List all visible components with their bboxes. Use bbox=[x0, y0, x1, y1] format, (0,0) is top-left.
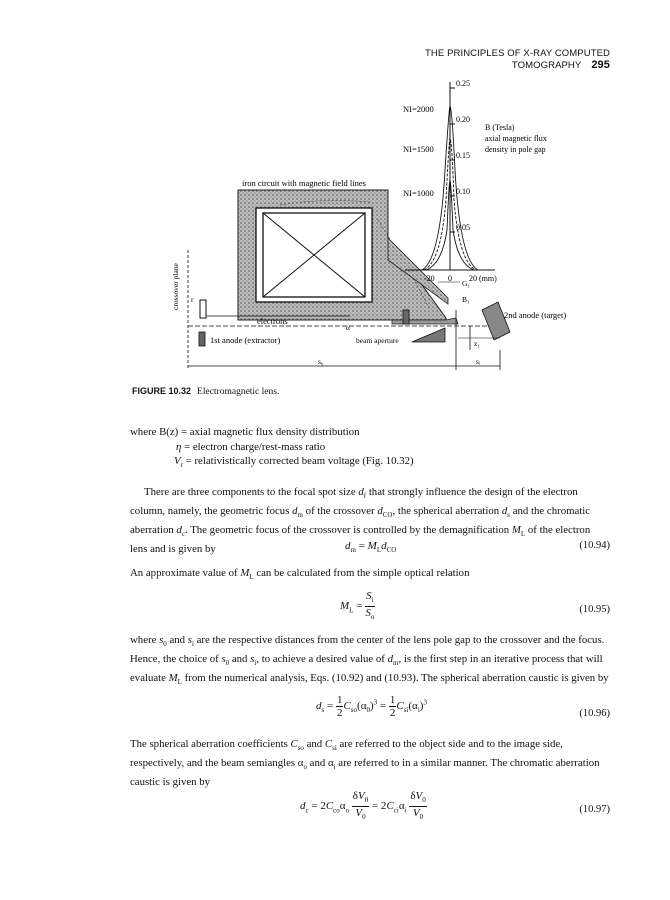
label-ni-2000: NI=2000 bbox=[403, 104, 434, 114]
tick-y-010: 0.10 bbox=[456, 187, 470, 196]
running-header bbox=[340, 48, 610, 71]
equation-10-96: $d_s$ = $\frac{1}{2}$ $C_{so}(\alpha_0)^3$ = $\frac{1}{2}$ $C_{si}(\alpha_i)^3$ bbox=[316, 694, 427, 719]
electromagnetic-lens-figure bbox=[160, 70, 610, 380]
paragraph-4: The spherical aberration coefficients $C_{so}$ and $C_{si}$ are referred to the object side and to the image side, respectively, and the beam semiangles $\alpha_o$ and $\alpha_i$ are referred to in a similar manner. The chromatic aberration caustic is given by bbox=[130, 738, 600, 789]
figure-caption bbox=[132, 386, 279, 397]
paragraph-3: where $s_0$ and $s_i$ are the respective distances from the center of the lens pole gap to the crossover and the focus. Hence, the choice of $s_0$ and $s_i$, to achieve a desired value of $d_m$, is the first step in an iterative process that will evaluate $M_L$ from the numerical analysis, Eqs. (10.92) and (10.93). The spherical aberration caustic is given by bbox=[130, 634, 609, 687]
equation-number-10-96: (10.96) bbox=[579, 708, 610, 719]
equation-number-10-97: (10.97) bbox=[579, 804, 610, 815]
label-s0: s₀ bbox=[318, 357, 324, 366]
label-ni-1500: NI=1500 bbox=[403, 144, 434, 154]
beam-aperture-block bbox=[403, 310, 409, 324]
label-iron-circuit: iron circuit with magnetic field lines bbox=[242, 178, 366, 188]
first-anode bbox=[199, 332, 205, 346]
lens-diagram bbox=[160, 70, 610, 380]
equation-10-97: $d_c = 2C_{co}\alpha_o$ $\frac{\delta V_0}{V_0}$ = $2C_{ci}\alpha_i$ $\frac{\delta V_0}{V_0}$ bbox=[300, 790, 426, 822]
label-electrons: electrons bbox=[257, 316, 288, 326]
label-b1: B₁ bbox=[462, 295, 470, 304]
label-crossover-plane: crossover plane bbox=[171, 263, 180, 310]
label-beam-aperture: beam aperture bbox=[356, 336, 399, 345]
label-axial-line2: density in pole gap bbox=[485, 145, 546, 154]
equation-10-94: $d_m = M_Ld_{CO}$ bbox=[345, 540, 397, 555]
paragraph-1: There are three components to the focal spot size $d_f$ that strongly influence the design of the electron column, namely, the geometric focus $d_m$ of the crossover $d_{CO}$, the spherical aberration $d_s$ and the chromatic aberration $d_c$. The geometric focus of the crossover is controlled by the demagnification $M_L$ of the electron lens and is given by bbox=[130, 486, 591, 556]
caption-text: Electromagnetic lens. bbox=[197, 387, 280, 397]
label-first-anode: 1st anode (extractor) bbox=[210, 335, 281, 345]
definition-eta: η = electron charge/rest-mass ratio bbox=[176, 441, 326, 453]
paragraph-2: An approximate value of $M_L$ can be calculated from the simple optical relation bbox=[130, 567, 470, 582]
cathode bbox=[200, 300, 206, 318]
label-ni-1000: NI=1000 bbox=[403, 188, 434, 198]
definition-b: where B(z) = axial magnetic flux density distribution bbox=[130, 426, 360, 438]
page-number: 295 bbox=[591, 59, 610, 71]
tick-x-20: 20 (mm) bbox=[469, 274, 497, 283]
equation-number-10-95: (10.95) bbox=[579, 604, 610, 615]
second-anode-target bbox=[482, 302, 510, 340]
tick-y-015: 0.15 bbox=[456, 151, 470, 160]
tick-x-0: 0 bbox=[448, 274, 452, 283]
running-title: THE PRINCIPLES OF X-RAY COMPUTED TOMOGRAPHY bbox=[425, 48, 610, 71]
tick-y-020: 0.20 bbox=[456, 115, 470, 124]
equation-10-95: $M_L$ = $\frac{S_i}{S_o}$ bbox=[340, 590, 375, 622]
label-second-anode: 2nd anode (target) bbox=[504, 310, 567, 320]
label-si: sᵢ bbox=[476, 357, 481, 366]
tick-y-005: 0.05 bbox=[456, 223, 470, 232]
beam-aperture bbox=[412, 328, 445, 342]
tick-x-neg20: -20 bbox=[424, 274, 435, 283]
label-r: r bbox=[191, 295, 194, 304]
label-g1: G₁ bbox=[462, 279, 471, 288]
label-alpha: α bbox=[346, 323, 350, 332]
label-z1: z₁ bbox=[474, 339, 480, 348]
tick-y-025: 0.25 bbox=[456, 79, 470, 88]
label-b-tesla: B (Tesla) bbox=[485, 123, 515, 132]
caption-label: FIGURE 10.32 bbox=[132, 386, 192, 396]
equation-number-10-94: (10.94) bbox=[579, 540, 610, 551]
label-axial-line1: axial magnetic flux bbox=[485, 134, 547, 143]
definition-vr: $V_r$ = relativistically corrected beam voltage (Fig. 10.32) bbox=[174, 455, 414, 470]
